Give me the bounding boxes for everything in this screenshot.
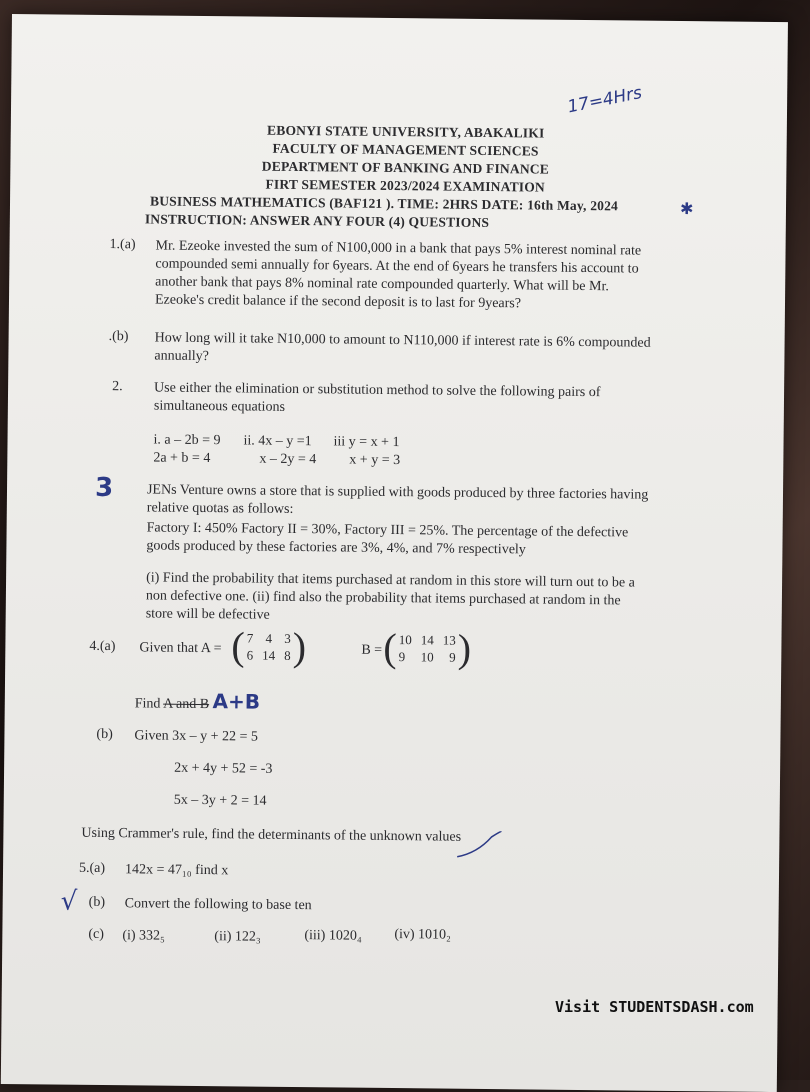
q1a-line-3: another bank that pays 8% nominal rate compounded quarterly. What will be Mr. [155,274,609,295]
matrix-b-cell: 14 [420,632,434,648]
semester-title: FIRT SEMESTER 2023/2024 EXAMINATION [265,176,546,195]
faculty-name: FACULTY OF MANAGEMENT SCIENCES [272,140,539,159]
q3-line-5: (i) Find the probability that items purchased at random in this store will turn out to be a [146,570,635,591]
university-name: EBONYI STATE UNIVERSITY, ABAKALIKI [267,122,545,141]
check-mark: √ [60,886,78,917]
q5a-label: 5.(a) [78,860,106,877]
equation-iii-1: iii y = x + 1 [333,434,400,451]
find-prefix: Find [134,696,161,712]
matrix-a-left-bracket: ( [231,623,245,669]
exam-paper [1,14,788,1092]
equation-i-1: i. a – 2b = 9 [153,432,221,449]
q5c-item-ii: (ii) 122₃ [214,929,261,945]
q1a-line-1: Mr. Ezeoke invested the sum of N100,000 in a bank that pays 5% interest nominal rate [155,238,642,259]
q3-line-6: non defective one. (ii) find also the probability that items purchased at random in the [145,588,621,609]
asterisk-mark: ✱ [679,199,694,219]
course-line: BUSINESS MATHEMATICS (BAF121 ). TIME: 2HRS DATE: 16th May, 2024 [149,193,619,214]
q5b-text: Convert the following to base ten [124,896,312,914]
q4b-equation-1: Given 3x – y + 22 = 5 [134,728,259,745]
matrix-b-cell: 13 [442,632,456,648]
matrix-b-cell: 9 [449,649,456,665]
q3-line-3: Factory I: 450% Factory II = 30%, Factory III = 25%. The percentage of the defective [146,520,629,541]
q4b-equation-3: 5x – 3y + 2 = 14 [173,792,267,809]
matrix-a-cell: 6 [246,647,254,663]
matrix-b-cell: 9 [398,649,406,665]
equation-i-2: 2a + b = 4 [153,450,211,467]
matrix-a [231,623,307,670]
given-a-text: Given that A = [139,640,222,657]
q5c-label: (c) [88,926,104,943]
q2-label: 2. [112,379,123,395]
q3-line-7: store will be defective [145,606,270,623]
matrix-b-row [399,648,456,666]
q1a-line-4: Ezeoke's credit balance if the second deposit is to last for 9years? [154,292,522,312]
q5c-item-iii: (iii) 1020₄ [304,928,362,944]
matrix-a-cell: 4 [265,630,273,646]
equation-ii-2: x – 2y = 4 [259,451,317,468]
q3-label: 3 [94,472,114,504]
q5c-item-iv: (iv) 1010₂ [394,927,452,943]
matrix-a-cell: 7 [246,630,254,646]
equation-iii-2: x + y = 3 [349,452,401,469]
matrix-a-cell: 3 [284,630,291,646]
q4b-label: (b) [96,726,113,743]
q2-line-2: simultaneous equations [153,398,286,415]
matrix-a-cell: 14 [262,647,276,663]
find-struck-text: A and B [163,696,210,713]
q5c-item-i: (i) 332₅ [122,928,166,944]
handwritten-underline-stroke [453,831,503,862]
q5a-text: 142x = 47₁₀ find x [124,862,229,879]
q1b-line-2: annually? [154,348,209,365]
matrix-b-row [399,631,456,649]
matrix-b-left-bracket: ( [383,624,397,671]
matrix-a-right-bracket: ) [292,623,307,670]
find-handwritten-correction: A+B [212,689,261,714]
cramer-instruction: Using Crammer's rule, find the determinants of the unknown values [81,825,462,845]
equation-ii-1: ii. 4x – y =1 [243,433,312,450]
matrix-a-row [247,646,291,663]
matrix-a-row [247,629,291,646]
q2-line-1: Use either the elimination or substitution method to solve the following pairs of [154,380,601,401]
matrix-b-cell: 10 [420,649,434,665]
q3-line-2: relative quotas as follows: [146,500,294,517]
handwritten-time-note: 17=4Hrs [565,82,644,118]
find-instruction [135,691,261,714]
q1a-line-2: compounded semi annually for 6years. At the end of 6years he transfers his account to [155,256,639,277]
given-b-text: B = [361,642,383,658]
q3-line-1: JENs Venture owns a store that is supplied with goods produced by three factories having [146,482,649,503]
q4b-equation-2: 2x + 4y + 52 = -3 [174,760,273,777]
matrix-b [383,624,472,671]
matrix-a-cell: 8 [284,647,291,663]
q3-line-4: goods produced by these factories are 3%, 4%, and 7% respectively [146,538,526,558]
matrix-b-right-bracket: ) [457,625,472,671]
q1a-label: 1.(a) [109,237,136,253]
q4a-label: 4.(a) [89,638,116,655]
department-name: DEPARTMENT OF BANKING AND FINANCE [261,158,550,177]
q1b-label: .(b) [108,329,129,345]
instruction-line: INSTRUCTION: ANSWER ANY FOUR (4) QUESTIONS [144,211,490,231]
q1b-line-1: How long will it take N10,000 to amount to N110,000 if interest rate is 6% compounded [154,330,651,351]
q5b-label: (b) [88,894,106,911]
matrix-b-cell: 10 [398,632,412,648]
watermark-text: Visit STUDENTSDASH.com [555,998,754,1016]
